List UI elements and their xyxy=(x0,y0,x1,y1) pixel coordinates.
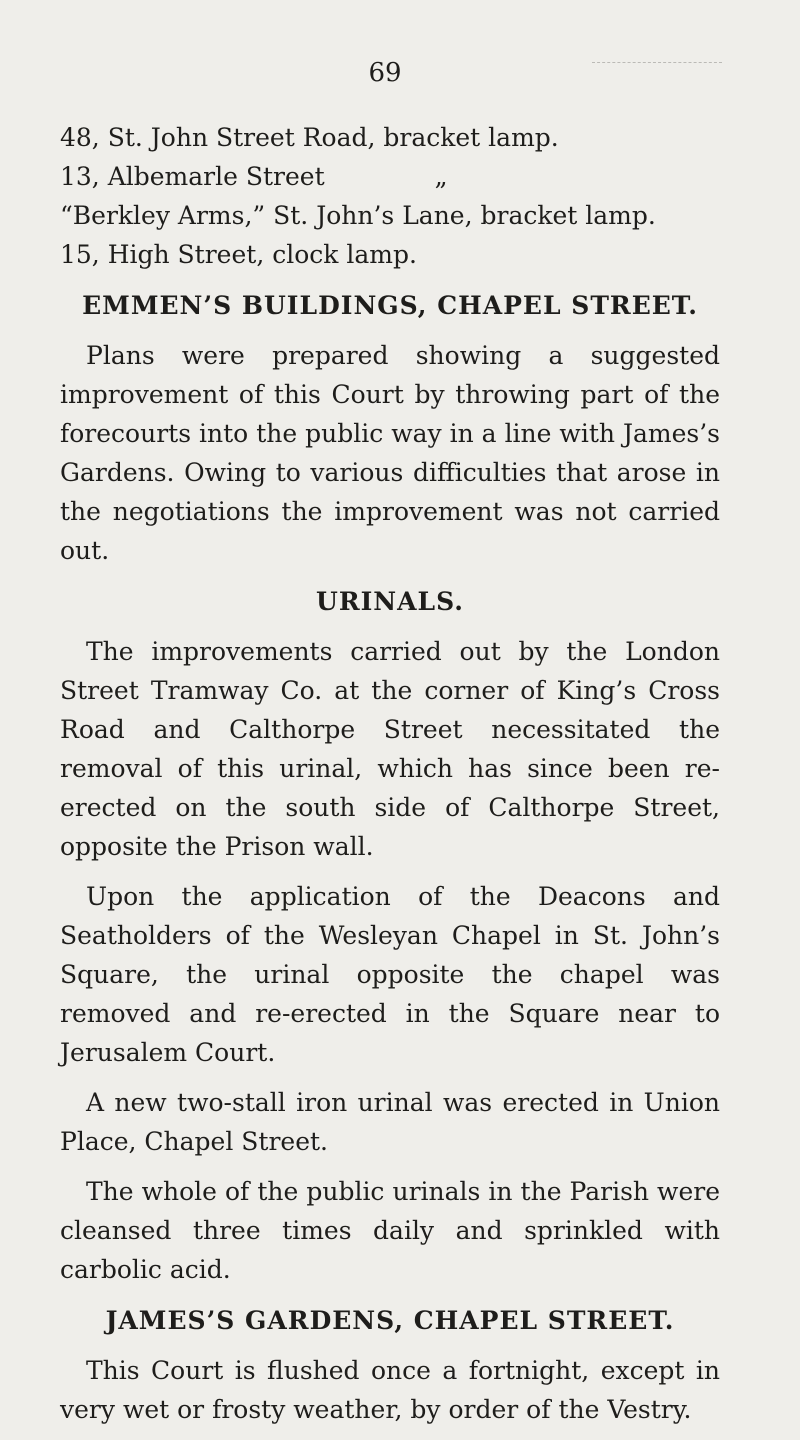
section-heading-emmens-buildings: EMMEN’S BUILDINGS, CHAPEL STREET. xyxy=(82,291,698,320)
paragraph: Upon the application of the Deacons and Seatholders of the Wesleyan Chapel in St. John’s Square, the urinal opposite the chapel was removed and re-erected in the Square near to Jerusalem Court. xyxy=(60,882,720,1067)
paragraph: The improvements carried out by the London Street Tramway Co. at the corner of King’s Cross Road and Calthorpe Street necessitated the removal of this urinal, which has since been re-erected on the south side of Calthorpe Street, opposite the Prison wall. xyxy=(60,637,720,861)
section-heading-james-gardens: JAMES’S GARDENS, CHAPEL STREET. xyxy=(105,1306,675,1335)
lamp-list-item xyxy=(60,157,720,196)
ditto-mark: „ xyxy=(434,162,448,191)
paragraph: This Court is flushed once a fortnight, except in very wet or frosty weather, by order of the Vestry. xyxy=(60,1356,720,1424)
lamp-list-item: 48, St. John Street Road, bracket lamp. xyxy=(60,123,559,152)
lamp-list-item-text: 13, Albemarle Street xyxy=(60,162,325,191)
lamp-list-item: “Berkley Arms,” St. John’s Lane, bracket lamp. xyxy=(60,201,656,230)
section-heading-urinals: URINALS. xyxy=(316,587,464,616)
paragraph: The whole of the public urinals in the Parish were cleansed three times daily and sprinkled with carbolic acid. xyxy=(60,1177,720,1284)
paragraph: Plans were prepared showing a suggested improvement of this Court by throwing part of the forecourts into the public way in a line with James’s Gardens. Owing to various difficulties that arose in the negotiations the improvement was not carried out. xyxy=(60,341,720,565)
page-number: 69 xyxy=(368,58,402,88)
page-body xyxy=(60,118,720,1440)
lamp-list-item: 15, High Street, clock lamp. xyxy=(60,240,417,269)
scan-edge-mark xyxy=(592,62,722,66)
paragraph: A new two-stall iron urinal was erected in Union Place, Chapel Street. xyxy=(60,1088,720,1156)
